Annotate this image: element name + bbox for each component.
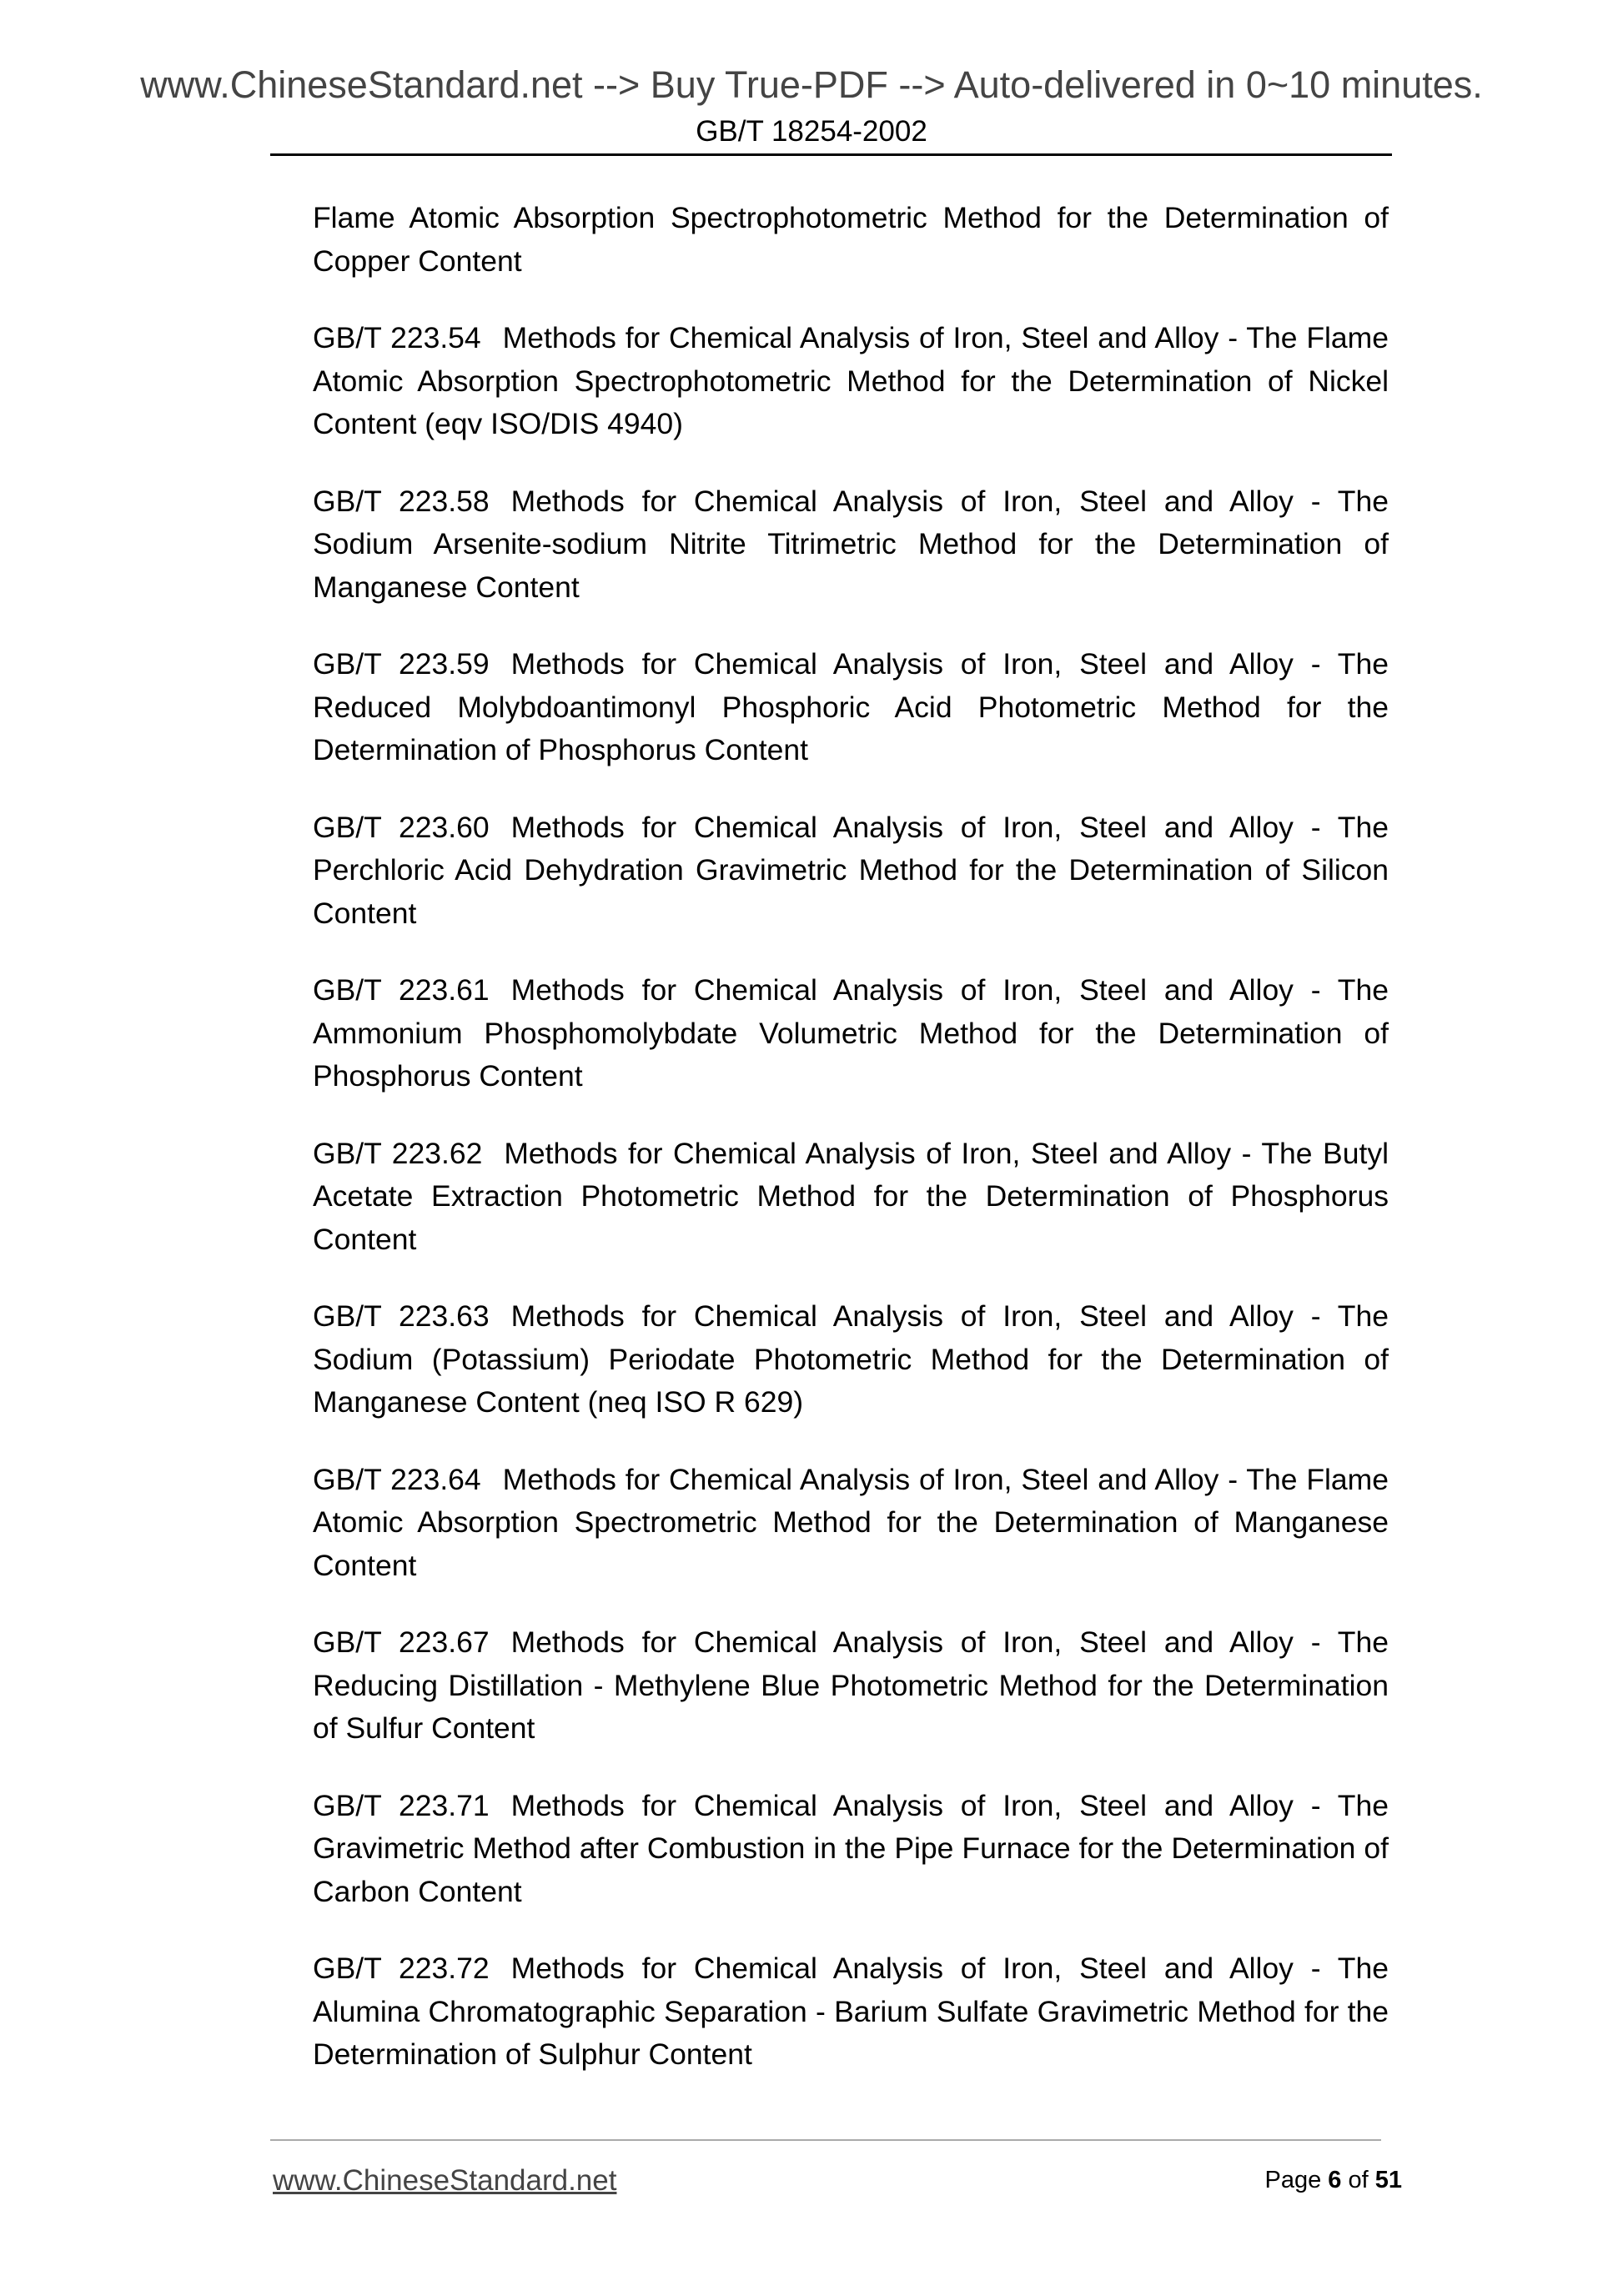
page-number bbox=[1264, 2167, 1402, 2194]
reference-item bbox=[313, 1295, 1389, 1424]
page-of: of bbox=[1348, 2167, 1369, 2193]
reference-title: Methods for Chemical Analysis of Iron, Steel and Alloy - The Reducing Distillation - Methylene Blue Photometric Method for the Determination of Sulfur Content bbox=[313, 1625, 1389, 1745]
reference-item bbox=[313, 1459, 1389, 1588]
reference-code: GB/T 223.72 bbox=[313, 1952, 490, 1985]
reference-code: GB/T 223.54 bbox=[313, 321, 481, 354]
reference-title: Methods for Chemical Analysis of Iron, Steel and Alloy - The Butyl Acetate Extraction Photometric Method for the Determination of Phosphorus Content bbox=[313, 1136, 1389, 1256]
reference-item bbox=[313, 643, 1389, 772]
reference-item bbox=[313, 1785, 1389, 1914]
reference-item bbox=[313, 480, 1389, 610]
reference-code: GB/T 223.63 bbox=[313, 1299, 490, 1333]
footer-site-link[interactable]: www.ChineseStandard.net bbox=[273, 2164, 617, 2197]
header-divider bbox=[270, 153, 1392, 156]
reference-code: GB/T 223.64 bbox=[313, 1462, 481, 1496]
reference-item bbox=[313, 1947, 1389, 2077]
page-current: 6 bbox=[1328, 2167, 1342, 2193]
reference-item bbox=[313, 1133, 1389, 1262]
reference-title: Methods for Chemical Analysis of Iron, Steel and Alloy - The Ammonium Phosphomolybdate Volumetric Method for the Determination of Phosphorus Content bbox=[313, 973, 1389, 1093]
reference-list bbox=[313, 317, 1389, 2077]
reference-item bbox=[313, 317, 1389, 446]
reference-title: Methods for Chemical Analysis of Iron, Steel and Alloy - The Flame Atomic Absorption Spectrophotometric Method for the Determination of Nickel Content (eqv ISO/DIS 4940) bbox=[313, 321, 1389, 440]
reference-title: Methods for Chemical Analysis of Iron, Steel and Alloy - The Sodium (Potassium) Periodate Photometric Method for the Determination of Manganese Content (neq ISO R 629) bbox=[313, 1299, 1389, 1419]
page-label: Page bbox=[1264, 2167, 1322, 2193]
reference-code: GB/T 223.62 bbox=[313, 1136, 483, 1170]
continuation-paragraph: Flame Atomic Absorption Spectrophotometric Method for the Determination of Copper Content bbox=[313, 201, 1389, 278]
document-body bbox=[313, 197, 1389, 2111]
reference-title: Methods for Chemical Analysis of Iron, Steel and Alloy - The Reduced Molybdoantimonyl Phosphoric Acid Photometric Method for the Determination of Phosphorus Content bbox=[313, 647, 1389, 766]
reference-code: GB/T 223.67 bbox=[313, 1625, 490, 1659]
footer-divider bbox=[270, 2139, 1381, 2141]
reference-code: GB/T 223.71 bbox=[313, 1788, 490, 1822]
reference-title: Methods for Chemical Analysis of Iron, Steel and Alloy - The Gravimetric Method after Combustion in the Pipe Furnace for the Determination of Carbon Content bbox=[313, 1788, 1389, 1908]
reference-code: GB/T 223.58 bbox=[313, 484, 490, 518]
reference-title: Methods for Chemical Analysis of Iron, Steel and Alloy - The Flame Atomic Absorption Spectrometric Method for the Determination of Manganese Content bbox=[313, 1462, 1389, 1582]
reference-item bbox=[313, 1621, 1389, 1751]
header-banner: www.ChineseStandard.net --> Buy True-PDF --> Auto-delivered in 0~10 minutes. bbox=[140, 63, 1483, 106]
reference-item bbox=[313, 806, 1389, 936]
reference-code: GB/T 223.60 bbox=[313, 810, 490, 844]
reference-item bbox=[313, 969, 1389, 1098]
reference-title: Methods for Chemical Analysis of Iron, Steel and Alloy - The Perchloric Acid Dehydration Gravimetric Method for the Determination of Silicon Content bbox=[313, 810, 1389, 930]
reference-code: GB/T 223.59 bbox=[313, 647, 490, 681]
standard-number: GB/T 18254-2002 bbox=[696, 115, 927, 148]
reference-title: Methods for Chemical Analysis of Iron, Steel and Alloy - The Sodium Arsenite-sodium Nitrite Titrimetric Method for the Determination of Manganese Content bbox=[313, 484, 1389, 604]
reference-code: GB/T 223.61 bbox=[313, 973, 490, 1007]
page-total: 51 bbox=[1374, 2167, 1402, 2193]
reference-title: Methods for Chemical Analysis of Iron, Steel and Alloy - The Alumina Chromatographic Separation - Barium Sulfate Gravimetric Method for the Determination of Sulphur Content bbox=[313, 1952, 1389, 2071]
